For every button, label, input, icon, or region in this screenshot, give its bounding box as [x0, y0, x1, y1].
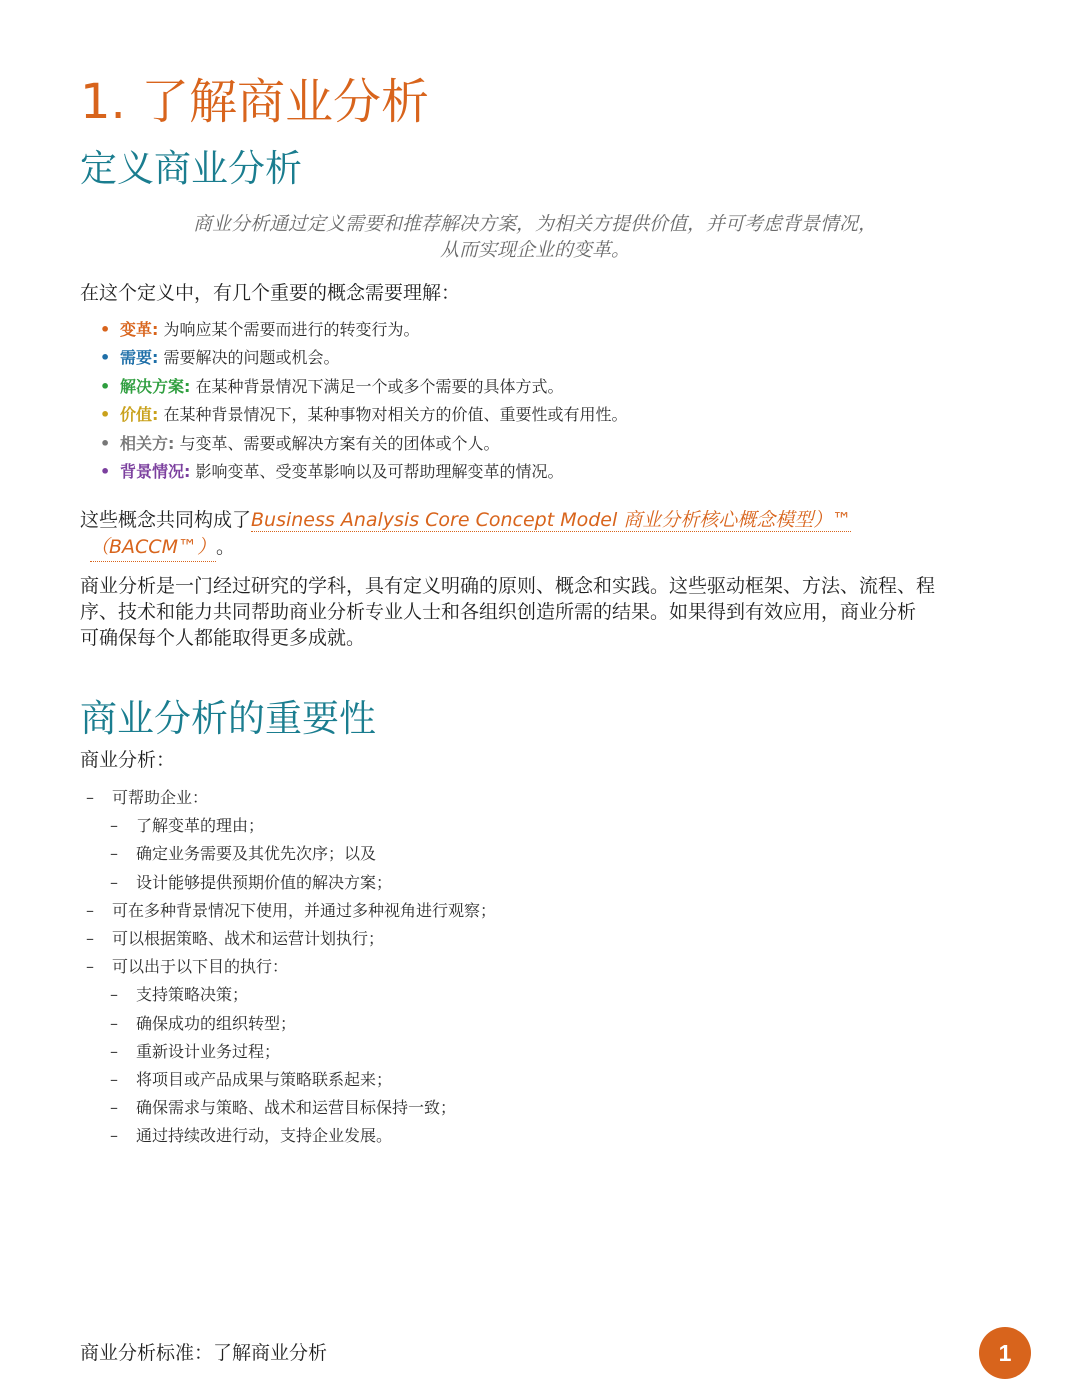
- paragraph-line: 商业分析是一门经过研究的学科，具有定义明确的原则、概念和实践。这些驱动框架、方法、流程、程: [80, 575, 936, 597]
- bullet-dot: •: [100, 461, 111, 481]
- dash-marker: –: [86, 788, 94, 807]
- dash-marker: –: [110, 985, 118, 1005]
- dash-marker: –: [110, 1069, 118, 1089]
- list-item-text: 确保需求与策略、战术和运营目标保持一致；: [136, 1098, 457, 1118]
- concept-desc: 与变革、需要或解决方案有关的团体或个人。: [174, 433, 500, 453]
- list-item: [86, 869, 496, 897]
- concept-item-solution: [100, 373, 980, 401]
- list-item-text: 设计能够提供预期价值的解决方案；: [136, 872, 393, 892]
- page-title: 1. 了解商业分析: [80, 74, 430, 130]
- concept-item-change: [100, 316, 980, 344]
- importance-list: [86, 784, 496, 1150]
- concept-desc: 影响变革、受变革影响以及可帮助理解变革的情况。: [190, 461, 564, 481]
- list-item: [86, 897, 496, 925]
- list-item: [86, 784, 496, 812]
- definition-heading: 定义商业分析: [80, 147, 302, 190]
- dash-marker: –: [110, 1126, 118, 1146]
- list-item-text: 确保成功的组织转型；: [136, 1013, 297, 1033]
- concept-desc: 在某种背景情况下满足一个或多个需要的具体方式。: [190, 376, 564, 396]
- list-item: [86, 925, 496, 953]
- baccm-paragraph: [80, 507, 980, 562]
- concept-term: 相关方:: [120, 433, 175, 453]
- baccm-link-abbrev[interactable]: （BACCM™）: [90, 534, 216, 562]
- importance-heading: 商业分析的重要性: [80, 697, 376, 740]
- bullet-dot: •: [100, 348, 111, 368]
- page-number-badge: 1: [979, 1327, 1031, 1379]
- list-item: [86, 1122, 496, 1150]
- baccm-link[interactable]: Business Analysis Core Concept Model 商业分析核心概念模型）™: [251, 509, 852, 531]
- dash-marker: –: [86, 900, 94, 920]
- dash-marker: –: [110, 1098, 118, 1118]
- concept-term: 需要:: [120, 348, 159, 368]
- concept-desc: 在某种背景情况下，某种事物对相关方的价值、重要性或有用性。: [158, 405, 628, 425]
- bullet-dot: •: [100, 405, 111, 425]
- concept-item-stakeholder: [100, 430, 980, 458]
- dash-marker: –: [110, 1041, 118, 1061]
- concept-term: 背景情况:: [120, 461, 191, 481]
- list-item: [86, 981, 496, 1009]
- list-item-text: 将项目或产品成果与策略联系起来；: [136, 1069, 393, 1089]
- concept-desc: 需要解决的问题或机会。: [158, 348, 340, 368]
- importance-intro: 商业分析：: [80, 749, 176, 771]
- bullet-dot: •: [100, 433, 111, 453]
- footer-title: 商业分析标准：了解商业分析: [80, 1342, 328, 1364]
- concepts-intro: 在这个定义中，有几个重要的概念需要理解：: [80, 282, 461, 304]
- dash-marker: –: [110, 1013, 118, 1033]
- bullet-dot: •: [100, 320, 111, 339]
- discipline-paragraph: [80, 573, 1000, 651]
- dash-marker: –: [86, 957, 94, 977]
- list-item: [86, 1066, 496, 1094]
- concept-list: [100, 316, 980, 486]
- baccm-suffix: 。: [215, 536, 235, 558]
- list-item-text: 支持策略决策；: [136, 985, 249, 1005]
- definition-quote: [80, 211, 990, 263]
- list-item: [86, 1038, 496, 1066]
- list-item-text: 可帮助企业：: [112, 788, 209, 807]
- concept-item-context: [100, 458, 980, 486]
- concept-term: 解决方案:: [120, 376, 191, 396]
- concept-term: 价值:: [120, 405, 159, 425]
- baccm-prefix: 这些概念共同构成了: [80, 509, 252, 531]
- list-item: [86, 1094, 496, 1122]
- paragraph-line: 序、技术和能力共同帮助商业分析专业人士和各组织创造所需的结果。如果得到有效应用，商业分析: [80, 601, 917, 623]
- list-item: [86, 1010, 496, 1038]
- list-item-text: 重新设计业务过程；: [136, 1041, 281, 1061]
- dash-marker: –: [110, 872, 118, 892]
- concept-term: 变革:: [120, 320, 159, 339]
- list-item-text: 可以根据策略、战术和运营计划执行；: [112, 928, 385, 948]
- quote-line: 从而实现企业的变革。: [439, 239, 630, 261]
- list-item-text: 了解变革的理由；: [136, 816, 265, 836]
- dash-marker: –: [110, 844, 118, 864]
- list-item: [86, 840, 496, 868]
- list-item: [86, 953, 496, 981]
- concept-desc: 为响应某个需要而进行的转变行为。: [158, 320, 420, 339]
- bullet-dot: •: [100, 376, 111, 396]
- list-item-text: 确定业务需要及其优先次序；以及: [136, 844, 377, 864]
- paragraph-line: 可确保每个人都能取得更多成就。: [80, 627, 366, 649]
- quote-line: 商业分析通过定义需要和推荐解决方案，为相关方提供价值，并可考虑背景情况，: [192, 213, 877, 235]
- list-item-text: 可在多种背景情况下使用，并通过多种视角进行观察；: [112, 900, 497, 920]
- concept-item-value: [100, 401, 980, 429]
- concept-item-need: [100, 344, 980, 372]
- list-item-text: 通过持续改进行动，支持企业发展。: [136, 1126, 393, 1146]
- dash-marker: –: [86, 928, 94, 948]
- list-item-text: 可以出于以下目的执行：: [112, 957, 289, 977]
- list-item: [86, 812, 496, 840]
- dash-marker: –: [110, 816, 118, 836]
